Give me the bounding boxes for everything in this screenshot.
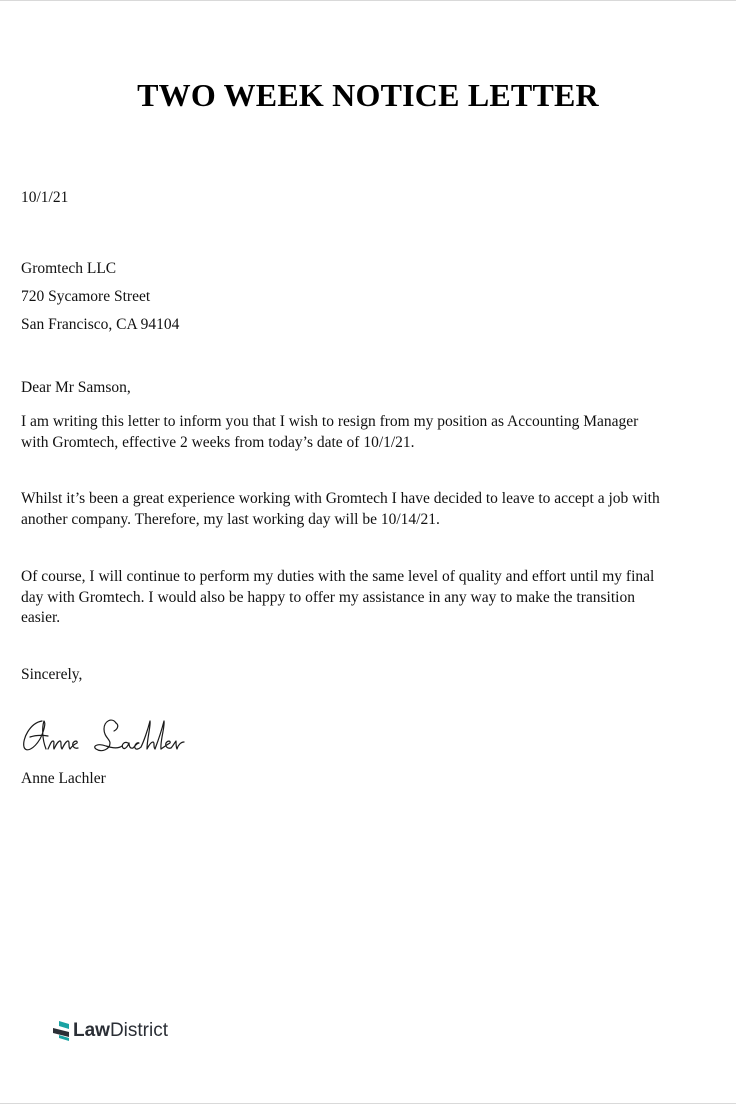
recipient-street: 720 Sycamore Street xyxy=(21,288,151,305)
paragraph-line: another company. Therefore, my last working day will be 10/14/21. xyxy=(21,510,440,528)
paragraph-transition xyxy=(21,567,721,629)
brand-name-district: District xyxy=(109,1020,169,1041)
recipient-city: San Francisco, CA 94104 xyxy=(21,316,180,333)
paragraph-reason xyxy=(21,489,721,530)
paragraph-resignation xyxy=(21,412,721,453)
salutation: Dear Mr Samson, xyxy=(21,379,131,396)
paragraph-line: Of course, I will continue to perform my duties with the same level of quality and effort until my final xyxy=(21,568,655,585)
closing: Sincerely, xyxy=(21,666,83,683)
recipient-company: Gromtech LLC xyxy=(21,260,117,277)
paragraph-line: I am writing this letter to inform you that I wish to resign from my position as Accounting Manager xyxy=(21,413,639,430)
paragraph-line: easier. xyxy=(21,609,61,626)
letter-title: TWO WEEK NOTICE LETTER xyxy=(137,77,599,113)
paragraph-line: day with Gromtech. I would also be happy to offer my assistance in any way to make the transition xyxy=(21,588,635,606)
signer-name: Anne Lachler xyxy=(21,770,106,787)
handwritten-signature xyxy=(20,713,200,761)
lawdistrict-logo-icon xyxy=(52,1021,70,1041)
letter-date: 10/1/21 xyxy=(21,189,69,206)
lawdistrict-logo xyxy=(52,1019,168,1043)
brand-name-law: Law xyxy=(73,1020,110,1041)
paragraph-line: Whilst it’s been a great experience working with Gromtech I have decided to leave to accept a job with xyxy=(21,490,660,507)
paragraph-line: with Gromtech, effective 2 weeks from today’s date of 10/1/21. xyxy=(21,433,415,451)
